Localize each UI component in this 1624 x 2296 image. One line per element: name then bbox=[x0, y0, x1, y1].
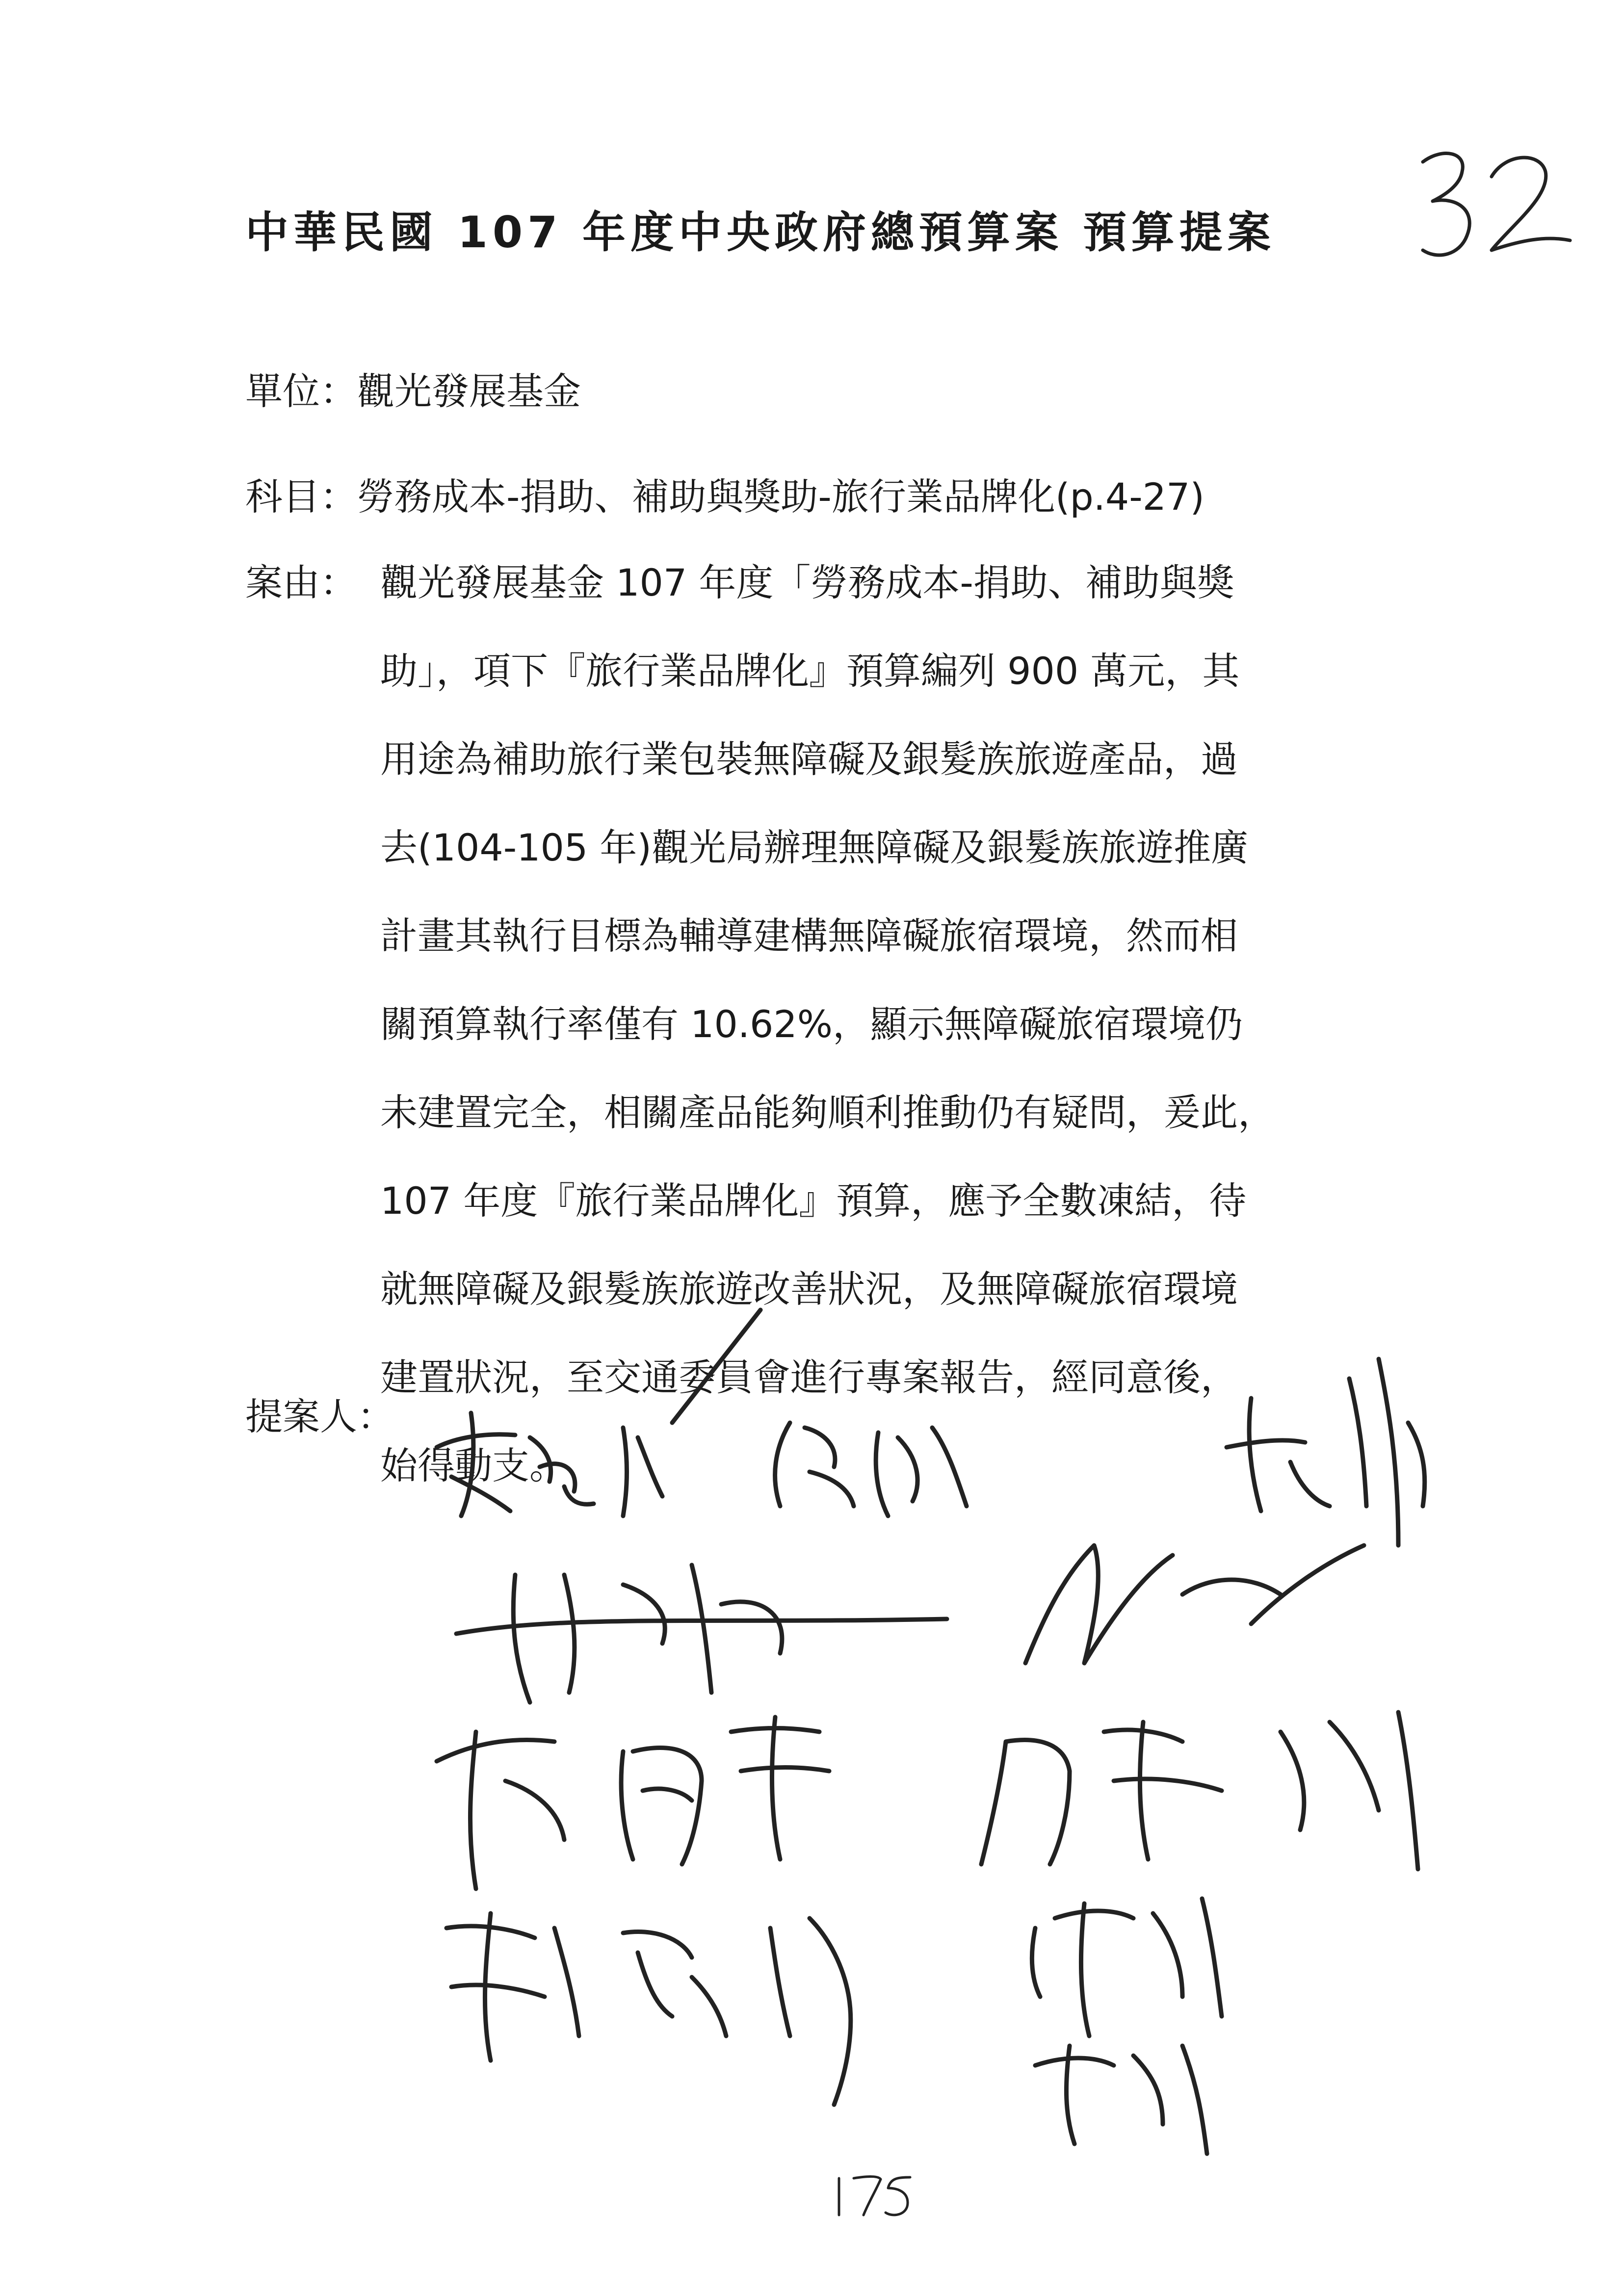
unit-field bbox=[245, 369, 581, 413]
reason-line: 計畫其執行目標為輔導建構無障礙旅宿環境，然而相 bbox=[380, 914, 1238, 958]
reason-line: 觀光發展基金 107 年度「勞務成本-捐助、補助與獎 bbox=[380, 561, 1234, 604]
reason-line: 助」，項下『旅行業品牌化』預算編列 900 萬元，其 bbox=[380, 649, 1240, 693]
reason-line: 始得動支。 bbox=[380, 1444, 567, 1487]
reason-line: 用途為補助旅行業包裝無障礙及銀髮族旅遊產品，過 bbox=[380, 737, 1238, 781]
reason-line: 就無障礙及銀髮族旅遊改善狀況，及無障礙旅宿環境 bbox=[380, 1267, 1238, 1311]
handwritten-signatures bbox=[417, 1300, 1545, 2159]
subject-label: 科目： bbox=[245, 475, 357, 519]
subject-field bbox=[245, 475, 1205, 519]
reason-line: 建置狀況，至交通委員會進行專案報告，經同意後， bbox=[380, 1356, 1238, 1399]
reason-line: 去(104-105 年)觀光局辦理無障礙及銀髮族旅遊推廣 bbox=[380, 826, 1249, 869]
page-title: 中華民國 107 年度中央政府總預算案 預算提案 bbox=[245, 207, 1276, 258]
reason-line: 107 年度『旅行業品牌化』預算，應予全數凍結，待 bbox=[380, 1179, 1247, 1223]
reason-label: 案由： bbox=[245, 561, 357, 604]
proposer-label: 提案人： bbox=[245, 1395, 394, 1438]
handwritten-page-number-32 bbox=[1413, 142, 1575, 270]
reason-line: 關預算執行率僅有 10.62%，顯示無障礙旅宿環境仍 bbox=[380, 1002, 1243, 1046]
subject-value: 勞務成本-捐助、補助與獎助-旅行業品牌化(p.4-27) bbox=[357, 475, 1205, 519]
unit-label: 單位： bbox=[245, 369, 357, 413]
handwritten-page-number-175 bbox=[829, 2168, 917, 2222]
unit-value: 觀光發展基金 bbox=[357, 369, 581, 413]
reason-line: 未建置完全，相關產品能夠順利推動仍有疑問，爰此， bbox=[380, 1091, 1275, 1134]
